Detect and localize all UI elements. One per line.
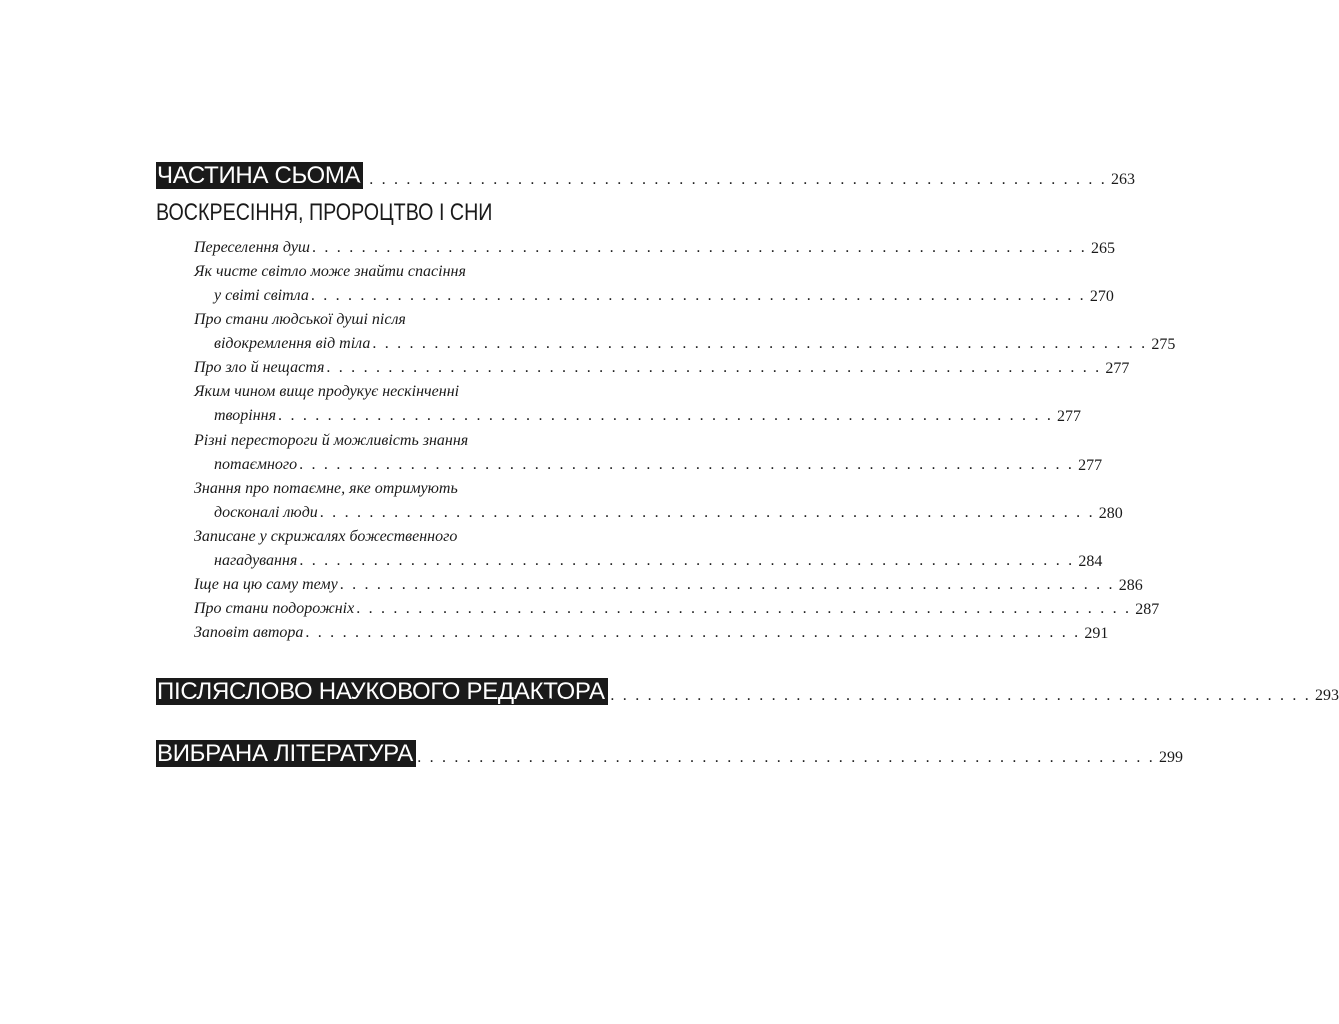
dot-leader: . . . . . . . . . . . . . . . . . . . . . . . . . . . . . . . . . . . . . . . . . . . . . . . . . . . . . . . . . . . . . . . <box>310 287 1086 304</box>
page-number: 277 <box>1078 457 1103 474</box>
page-number: 284 <box>1078 553 1103 570</box>
toc-entry[interactable] <box>194 309 579 331</box>
page-number: 275 <box>1151 336 1176 353</box>
dot-leader: . . . . . . . . . . . . . . . . . . . . . . . . . . . . . . . . . . . . . . . . . . . . . . . . . . . . . . . . . . . . . . . <box>319 504 1095 521</box>
part-label: ЧАСТИНА СЬОМА <box>156 162 363 189</box>
dot-leader: . . . . . . . . . . . . . . . . . . . . . . . . . . . . . . . . . . . . . . . . . . . . . . . . . . . . . . . . . . . . . . . <box>326 359 1102 376</box>
entry-title: Про зло й нещастя <box>194 359 325 376</box>
dot-leader: . . . . . . . . . . . . . . . . . . . . . . . . . . . . . . . . . . . . . . . . . . . . . . . . . . . . . . . . . . . . . . . <box>356 600 1132 617</box>
toc-entry-continuation[interactable] <box>214 454 1103 476</box>
page-number: 293 <box>1315 687 1339 704</box>
entry-title: Різні перестороги й можливість знання <box>194 432 469 449</box>
entry-title: нагадування <box>214 552 298 569</box>
dot-leader: . . . . . . . . . . . . . . . . . . . . . . . . . . . . . . . . . . . . . . . . . . . . . . . . . . . . . . . . . . . . . . . <box>299 456 1075 473</box>
entry-title: Переселення душ <box>194 239 310 256</box>
entry-title: Іще на цю саму тему <box>194 576 338 593</box>
page-number: 299 <box>1159 749 1183 766</box>
toc-entry[interactable] <box>194 622 1109 644</box>
toc-entry[interactable] <box>194 381 579 403</box>
entry-title: Про стани подорожніх <box>194 600 355 617</box>
toc-entry[interactable] <box>194 357 1130 379</box>
part-subtitle: ВОСКРЕСІННЯ, ПРОРОЦТВО І СНИ <box>156 199 493 226</box>
part-label-box <box>156 740 413 768</box>
part-label: ВИБРАНА ЛІТЕРАТУРА <box>156 740 416 767</box>
part-label-box <box>156 678 605 706</box>
part-label-box <box>156 162 361 190</box>
entry-title: Заповіт автора <box>194 624 304 641</box>
entry-title: у світі світла <box>214 287 309 304</box>
toc-entry[interactable] <box>194 237 1115 259</box>
entry-title: досконалі люди <box>214 504 318 521</box>
toc-entry-continuation[interactable] <box>214 285 1114 307</box>
toc-bibliography[interactable] <box>156 740 1183 768</box>
toc-entry-continuation[interactable] <box>214 502 1123 524</box>
toc-afterword[interactable] <box>156 678 1339 706</box>
entry-title: Яким чином вище продукує нескінченні <box>194 383 460 400</box>
dot-leader: . . . . . . . . . . . . . . . . . . . . . . . . . . . . . . . . . . . . . . . . . . . . . . . . . . . . . . . . . . . . . . . <box>299 552 1075 569</box>
dot-leader: . . . . . . . . . . . . . . . . . . . . . . . . . . . . . . . . . . . . . . . . . . . . . . . . . . . . . . . . . . . . . . . <box>380 749 1155 766</box>
toc-entry[interactable] <box>194 526 579 548</box>
toc-entry[interactable] <box>194 478 579 500</box>
page-number: 270 <box>1089 288 1114 305</box>
page-number: 265 <box>1091 240 1115 257</box>
toc-entry-continuation[interactable] <box>214 550 1103 572</box>
page-number: 291 <box>1084 625 1109 642</box>
entry-title: Записане у скрижалях божественного <box>194 528 458 545</box>
part-label: ПІСЛЯСЛОВО НАУКОВОГО РЕДАКТОРА <box>156 678 608 705</box>
page-number: 287 <box>1135 601 1160 618</box>
dot-leader: . . . . . . . . . . . . . . . . . . . . . . . . . . . . . . . . . . . . . . . . . . . . . . . . . . . . . . . . . . . . . . . <box>305 624 1081 641</box>
page-number: 263 <box>1111 171 1135 188</box>
entry-title: Про стани людської душі після <box>194 311 406 328</box>
page-number: 277 <box>1105 360 1130 377</box>
entry-title: потаємного <box>214 456 298 473</box>
dot-leader: . . . . . . . . . . . . . . . . . . . . . . . . . . . . . . . . . . . . . . . . . . . . . . . . . . . . . . . . . . . . . . . <box>372 335 1148 352</box>
entry-title: відокремлення від тіла <box>214 335 371 352</box>
toc-entry-continuation[interactable] <box>214 405 1082 427</box>
toc-entry[interactable] <box>194 261 579 283</box>
toc-entry[interactable] <box>194 574 1143 596</box>
entry-title: творіння <box>214 407 277 424</box>
toc-entry[interactable] <box>194 598 1160 620</box>
dot-leader: . . . . . . . . . . . . . . . . . . . . . . . . . . . . . . . . . . . . . . . . . . . . . . . . . . . . . . . . . . . . . . . <box>339 576 1115 593</box>
entry-title: Як чисте світло може знайти спасіння <box>194 263 466 280</box>
page-number: 280 <box>1098 505 1123 522</box>
toc-entry[interactable] <box>194 430 579 452</box>
dot-leader: . . . . . . . . . . . . . . . . . . . . . . . . . . . . . . . . . . . . . . . . . . . . . . . . . . . . . . . . . . . . . . . <box>536 687 1311 704</box>
dot-leader: . . . . . . . . . . . . . . . . . . . . . . . . . . . . . . . . . . . . . . . . . . . . . . . . . . . . . . . . . . . . . . . <box>278 407 1054 424</box>
toc-part-seven[interactable] <box>156 162 1135 190</box>
toc-entry-continuation[interactable] <box>214 333 1176 355</box>
entry-title: Знання про потаємне, яке отримують <box>194 480 458 497</box>
dot-leader: . . . . . . . . . . . . . . . . . . . . . . . . . . . . . . . . . . . . . . . . . . . . . . . . . . . . . . . . . . . . . . . <box>332 171 1107 188</box>
page-number: 277 <box>1057 408 1082 425</box>
page-number: 286 <box>1118 577 1143 594</box>
dot-leader: . . . . . . . . . . . . . . . . . . . . . . . . . . . . . . . . . . . . . . . . . . . . . . . . . . . . . . . . . . . . . . . <box>312 239 1087 256</box>
